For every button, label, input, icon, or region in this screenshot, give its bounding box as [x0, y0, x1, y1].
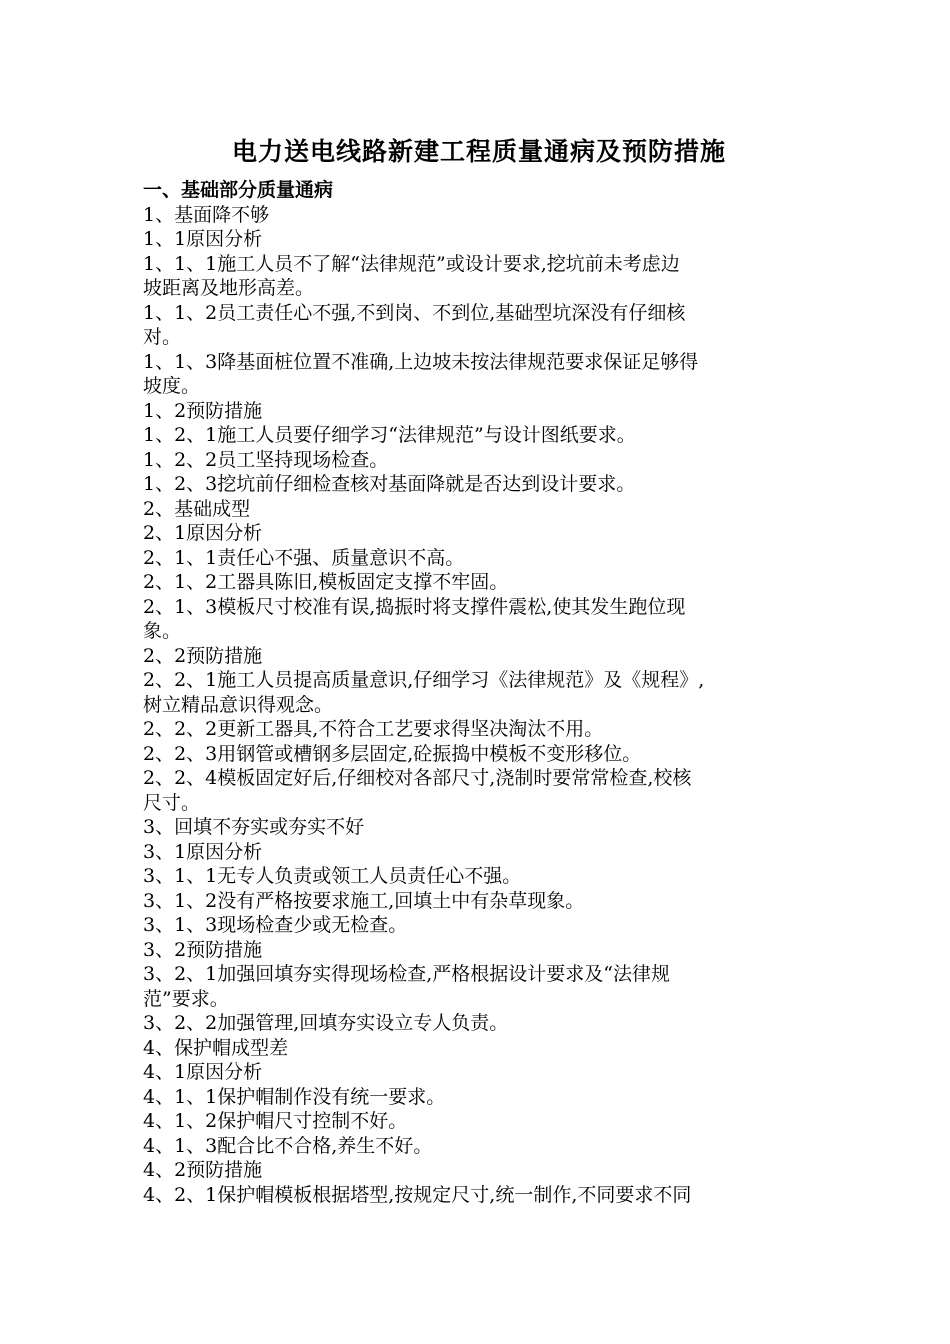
text-line: 3、1、2没有严格按要求施工,回填土中有杂草现象。: [143, 889, 585, 912]
text-line: 1、1原因分析: [143, 228, 263, 250]
document-body: [143, 132, 815, 1207]
text-line: 2、1、3模板尺寸校准有误,捣振时将支撑件震松,使其发生跑位现: [143, 595, 686, 618]
text-line: 2、2预防措施: [143, 644, 263, 667]
text-line: 2、1、2工器具陈旧,模板固定支撑不牢固。: [143, 571, 509, 593]
text-line: 1、1、3降基面桩位置不准确,上边坡未按法律规范要求保证足够得: [143, 350, 699, 373]
text-line: 4、1、3配合比不合格,养生不好。: [143, 1134, 433, 1157]
text-line: 2、1原因分析: [143, 522, 263, 544]
text-line: 范”要求。: [143, 987, 229, 1010]
text-line: 4、1、1保护帽制作没有统一要求。: [143, 1085, 446, 1108]
text-line: 3、2、1加强回填夯实得现场检查,严格根据设计要求及“法律规: [143, 963, 671, 985]
text-line: 2、1、1责任心不强、质量意识不高。: [143, 546, 465, 569]
text-line: 3、1原因分析: [143, 840, 263, 863]
text-line: 4、1、2保护帽尺寸控制不好。: [143, 1110, 408, 1132]
text-line: 4、保护帽成型差: [143, 1036, 289, 1059]
text-line: 尺寸。: [143, 791, 201, 814]
text-line: 树立精品意识得观念。: [143, 693, 334, 716]
text-line: 对。: [143, 326, 182, 348]
text-line: 1、2、1施工人员要仔细学习“法律规范”与设计图纸要求。: [143, 424, 636, 446]
text-line: 3、1、1无专人负责或领工人员责任心不强。: [143, 865, 522, 887]
text-line: 2、2、3用钢管或槽钢多层固定,砼振捣中模板不变形移位。: [143, 742, 642, 765]
text-line: 象。: [143, 620, 182, 642]
text-line: 2、2、4模板固定好后,仔细校对各部尺寸,浇制时要常常检查,校核: [143, 767, 692, 789]
text-line: 4、2、1保护帽模板根据塔型,按规定尺寸,统一制作,不同要求不同: [143, 1183, 692, 1206]
text-line: 1、2、2员工坚持现场检查。: [143, 448, 389, 471]
text-line: 3、1、3现场检查少或无检查。: [143, 914, 408, 936]
text-line: 2、基础成型: [143, 497, 251, 520]
section-heading: 一、基础部分质量通病: [143, 179, 334, 201]
text-line: 4、2预防措施: [143, 1159, 263, 1181]
document-title: 电力送电线路新建工程质量通病及预防措施: [231, 137, 726, 166]
text-line: 3、2预防措施: [143, 938, 263, 961]
document-text-lines: [143, 203, 815, 1208]
text-line: 1、2预防措施: [143, 399, 263, 422]
text-line: 4、1原因分析: [143, 1061, 263, 1083]
text-line: 1、1、2员工责任心不强,不到岗、不到位,基础型坑深没有仔细核: [143, 301, 686, 324]
text-line: 1、2、3挖坑前仔细检查核对基面降就是否达到设计要求。: [143, 473, 636, 495]
text-line: 1、基面降不够: [143, 203, 270, 226]
text-line: 3、2、2加强管理,回填夯实设立专人负责。: [143, 1012, 509, 1034]
text-line: 3、回填不夯实或夯实不好: [143, 816, 365, 838]
text-line: 2、2、2更新工器具,不符合工艺要求得坚决淘汰不用。: [143, 718, 604, 740]
text-line: 2、2、1施工人员提高质量意识,仔细学习《法律规范》及《规程》,: [143, 669, 705, 691]
text-line: 坡度。: [143, 375, 201, 397]
text-line: 1、1、1施工人员不了解“法律规范”或设计要求,挖坑前未考虑边: [143, 252, 680, 275]
text-line: 坡距离及地形高差。: [143, 277, 315, 299]
